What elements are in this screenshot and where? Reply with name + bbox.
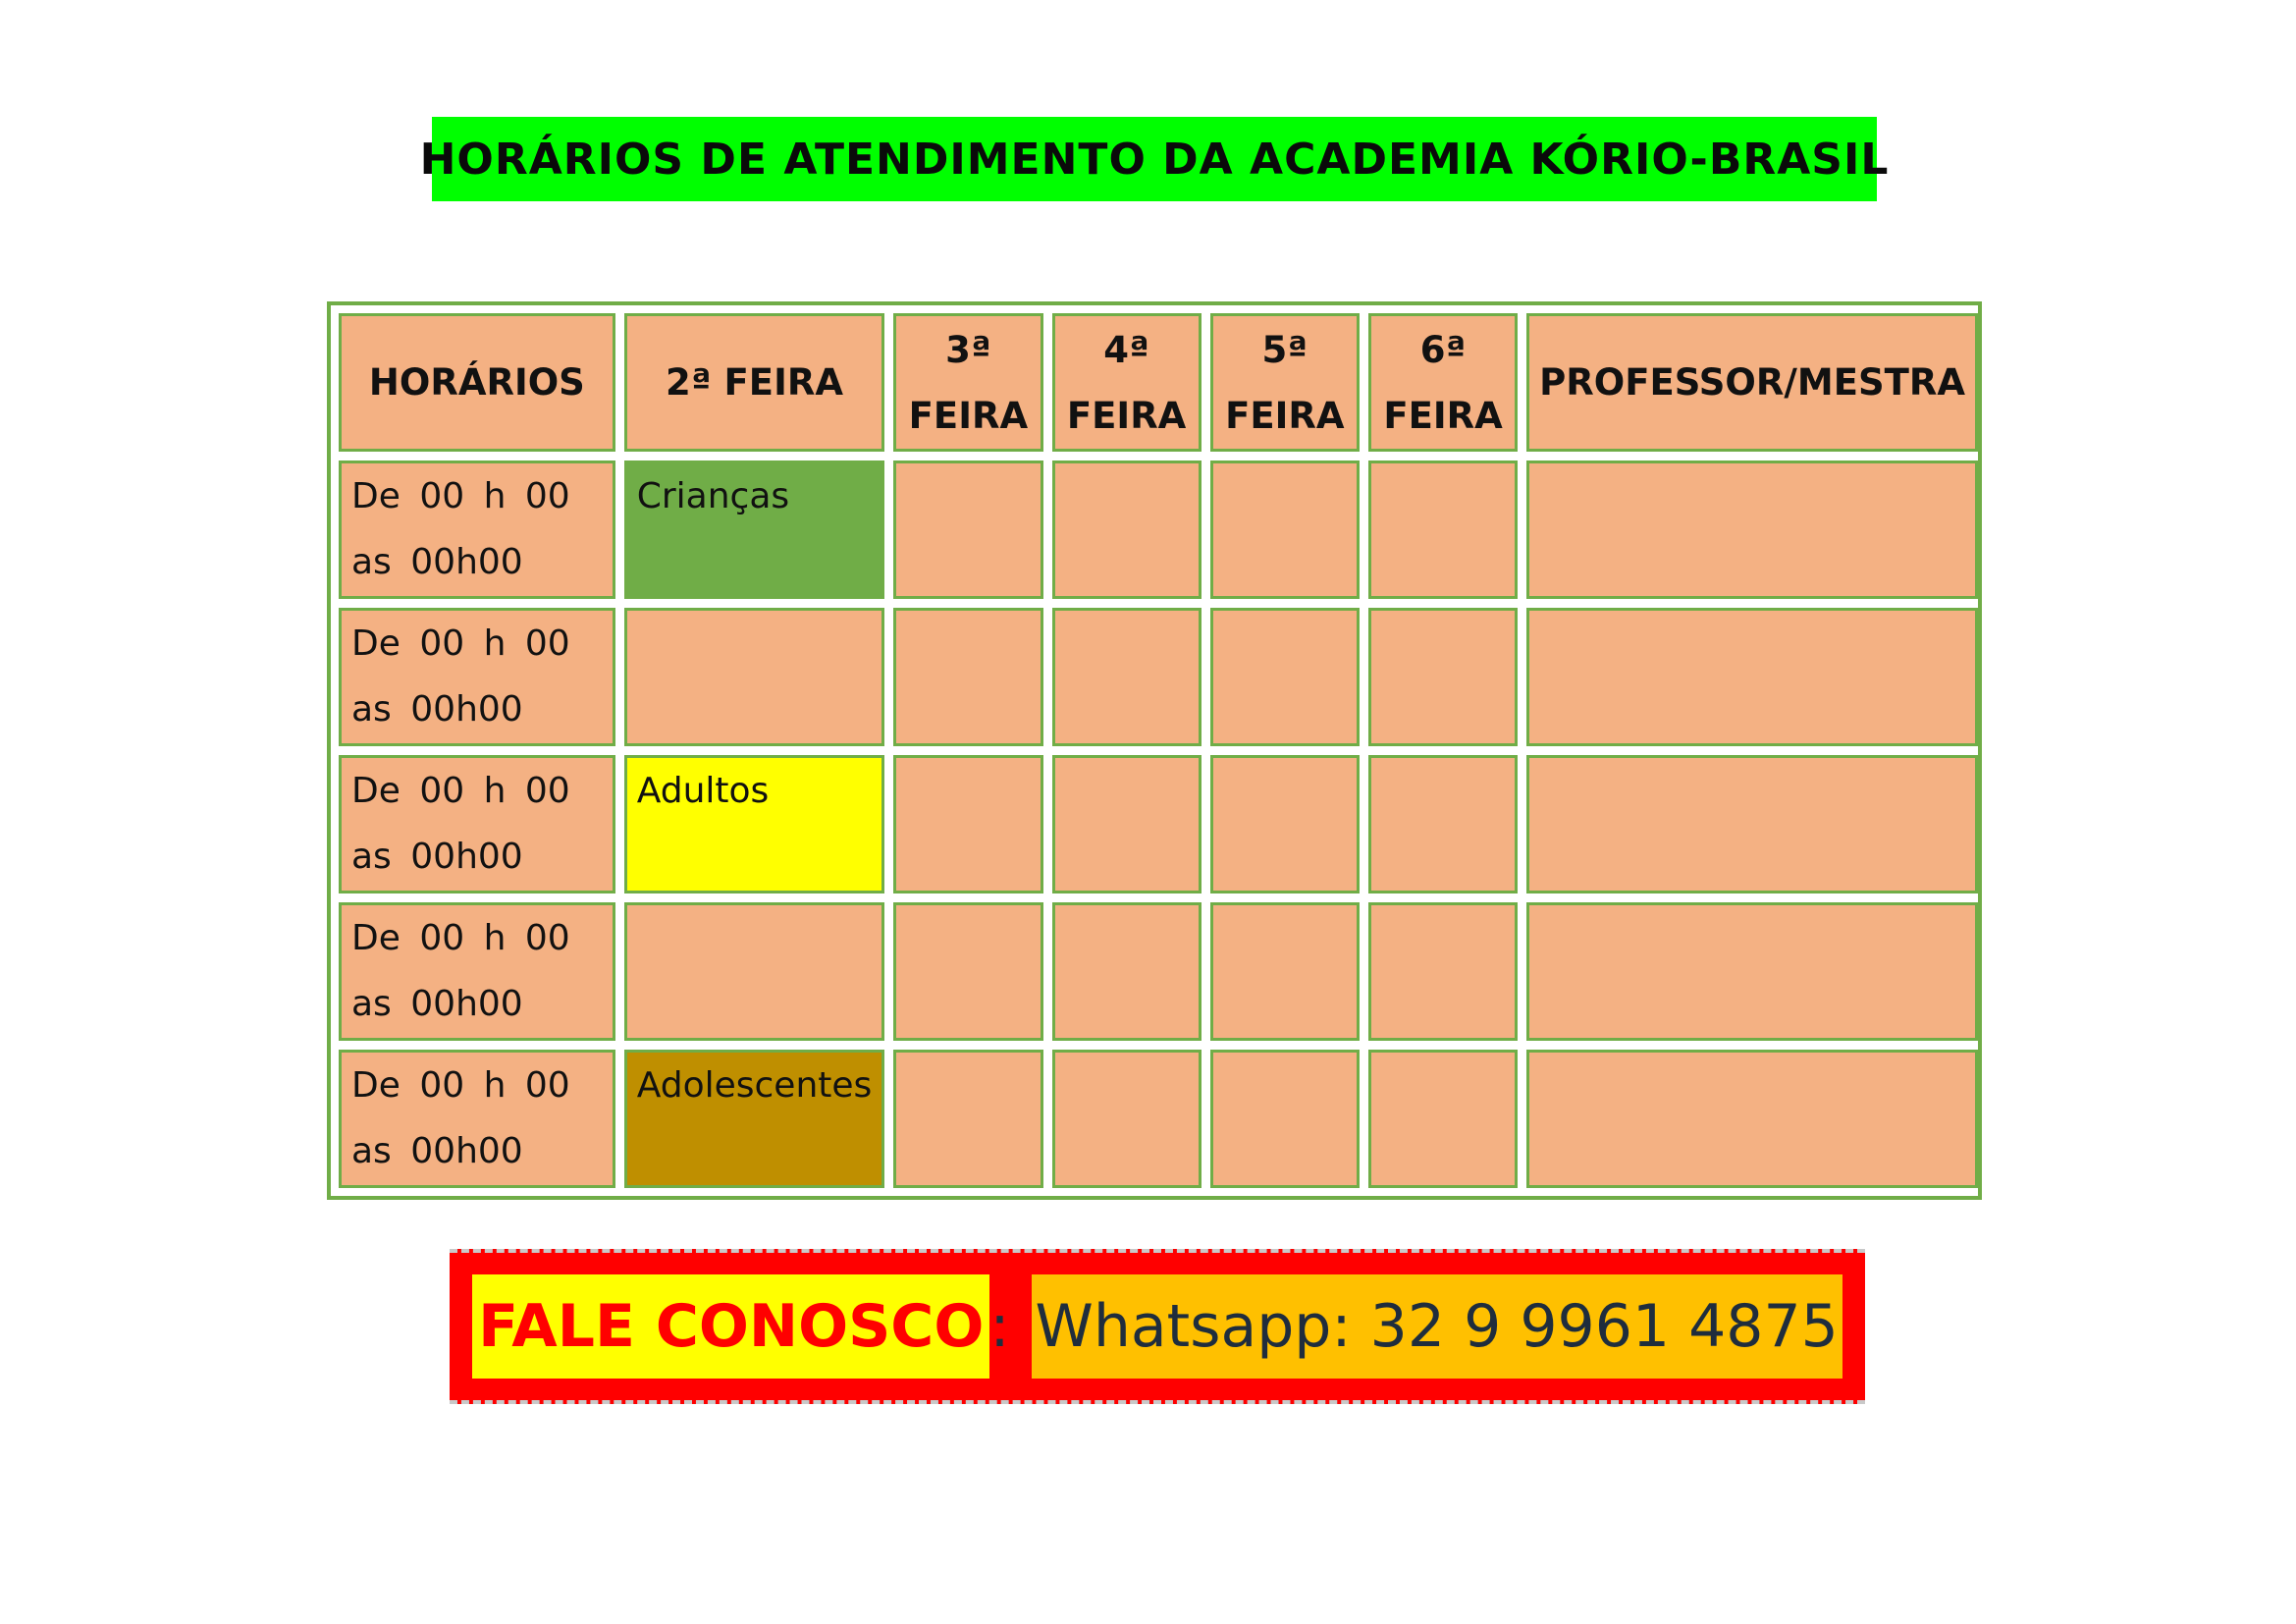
table-row xyxy=(339,755,1978,893)
header-terca-feira: 3ª FEIRA xyxy=(893,313,1042,452)
table-cell xyxy=(1526,755,1978,893)
class-cell-adolescentes: Adolescentes xyxy=(624,1050,885,1188)
table-row xyxy=(339,460,1978,599)
table-cell xyxy=(1526,608,1978,746)
page-title: HORÁRIOS DE ATENDIMENTO DA ACADEMIA KÓRIO-BRASIL xyxy=(432,117,1877,201)
header-horarios: HORÁRIOS xyxy=(339,313,615,452)
table-cell xyxy=(1368,1050,1518,1188)
schedule-table-frame xyxy=(327,301,1982,1200)
table-cell xyxy=(1368,755,1518,893)
table-cell xyxy=(1368,460,1518,599)
header-quinta-feira: 5ª FEIRA xyxy=(1210,313,1360,452)
header-segunda-feira: 2ª FEIRA xyxy=(624,313,885,452)
class-cell-criancas: Crianças xyxy=(624,460,885,599)
table-cell xyxy=(624,902,885,1041)
table-row xyxy=(339,902,1978,1041)
table-cell xyxy=(624,608,885,746)
table-cell xyxy=(1526,902,1978,1041)
header-row xyxy=(339,313,1978,452)
table-cell xyxy=(1052,1050,1201,1188)
header-quarta-feira: 4ª FEIRA xyxy=(1052,313,1201,452)
table-cell xyxy=(893,755,1042,893)
table-row xyxy=(339,608,1978,746)
table-cell xyxy=(1368,608,1518,746)
contact-separator: : xyxy=(989,1292,1010,1361)
table-cell xyxy=(1210,1050,1360,1188)
table-cell xyxy=(1052,755,1201,893)
table-cell xyxy=(1052,460,1201,599)
whatsapp-number: Whatsapp: 32 9 9961 4875 xyxy=(1032,1274,1842,1379)
table-cell xyxy=(1210,755,1360,893)
table-cell xyxy=(1210,608,1360,746)
class-cell-adultos: Adultos xyxy=(624,755,885,893)
table-row xyxy=(339,1050,1978,1188)
time-cell: De 00 h 00 as 00h00 xyxy=(339,755,615,893)
table-cell xyxy=(893,608,1042,746)
table-cell xyxy=(1210,902,1360,1041)
table-cell xyxy=(1526,1050,1978,1188)
schedule-table xyxy=(330,304,1987,1197)
time-cell: De 00 h 00 as 00h00 xyxy=(339,460,615,599)
time-cell: De 00 h 00 as 00h00 xyxy=(339,608,615,746)
table-cell xyxy=(893,1050,1042,1188)
table-cell xyxy=(1052,902,1201,1041)
header-sexta-feira: 6ª FEIRA xyxy=(1368,313,1518,452)
table-cell xyxy=(1526,460,1978,599)
contact-label: FALE CONOSCO xyxy=(472,1274,989,1379)
contact-banner xyxy=(450,1249,1865,1404)
header-professor-mestra: PROFESSOR/MESTRA xyxy=(1526,313,1978,452)
table-cell xyxy=(893,460,1042,599)
table-cell xyxy=(893,902,1042,1041)
table-cell xyxy=(1368,902,1518,1041)
time-cell: De 00 h 00 as 00h00 xyxy=(339,902,615,1041)
time-cell: De 00 h 00 as 00h00 xyxy=(339,1050,615,1188)
table-cell xyxy=(1052,608,1201,746)
table-cell xyxy=(1210,460,1360,599)
